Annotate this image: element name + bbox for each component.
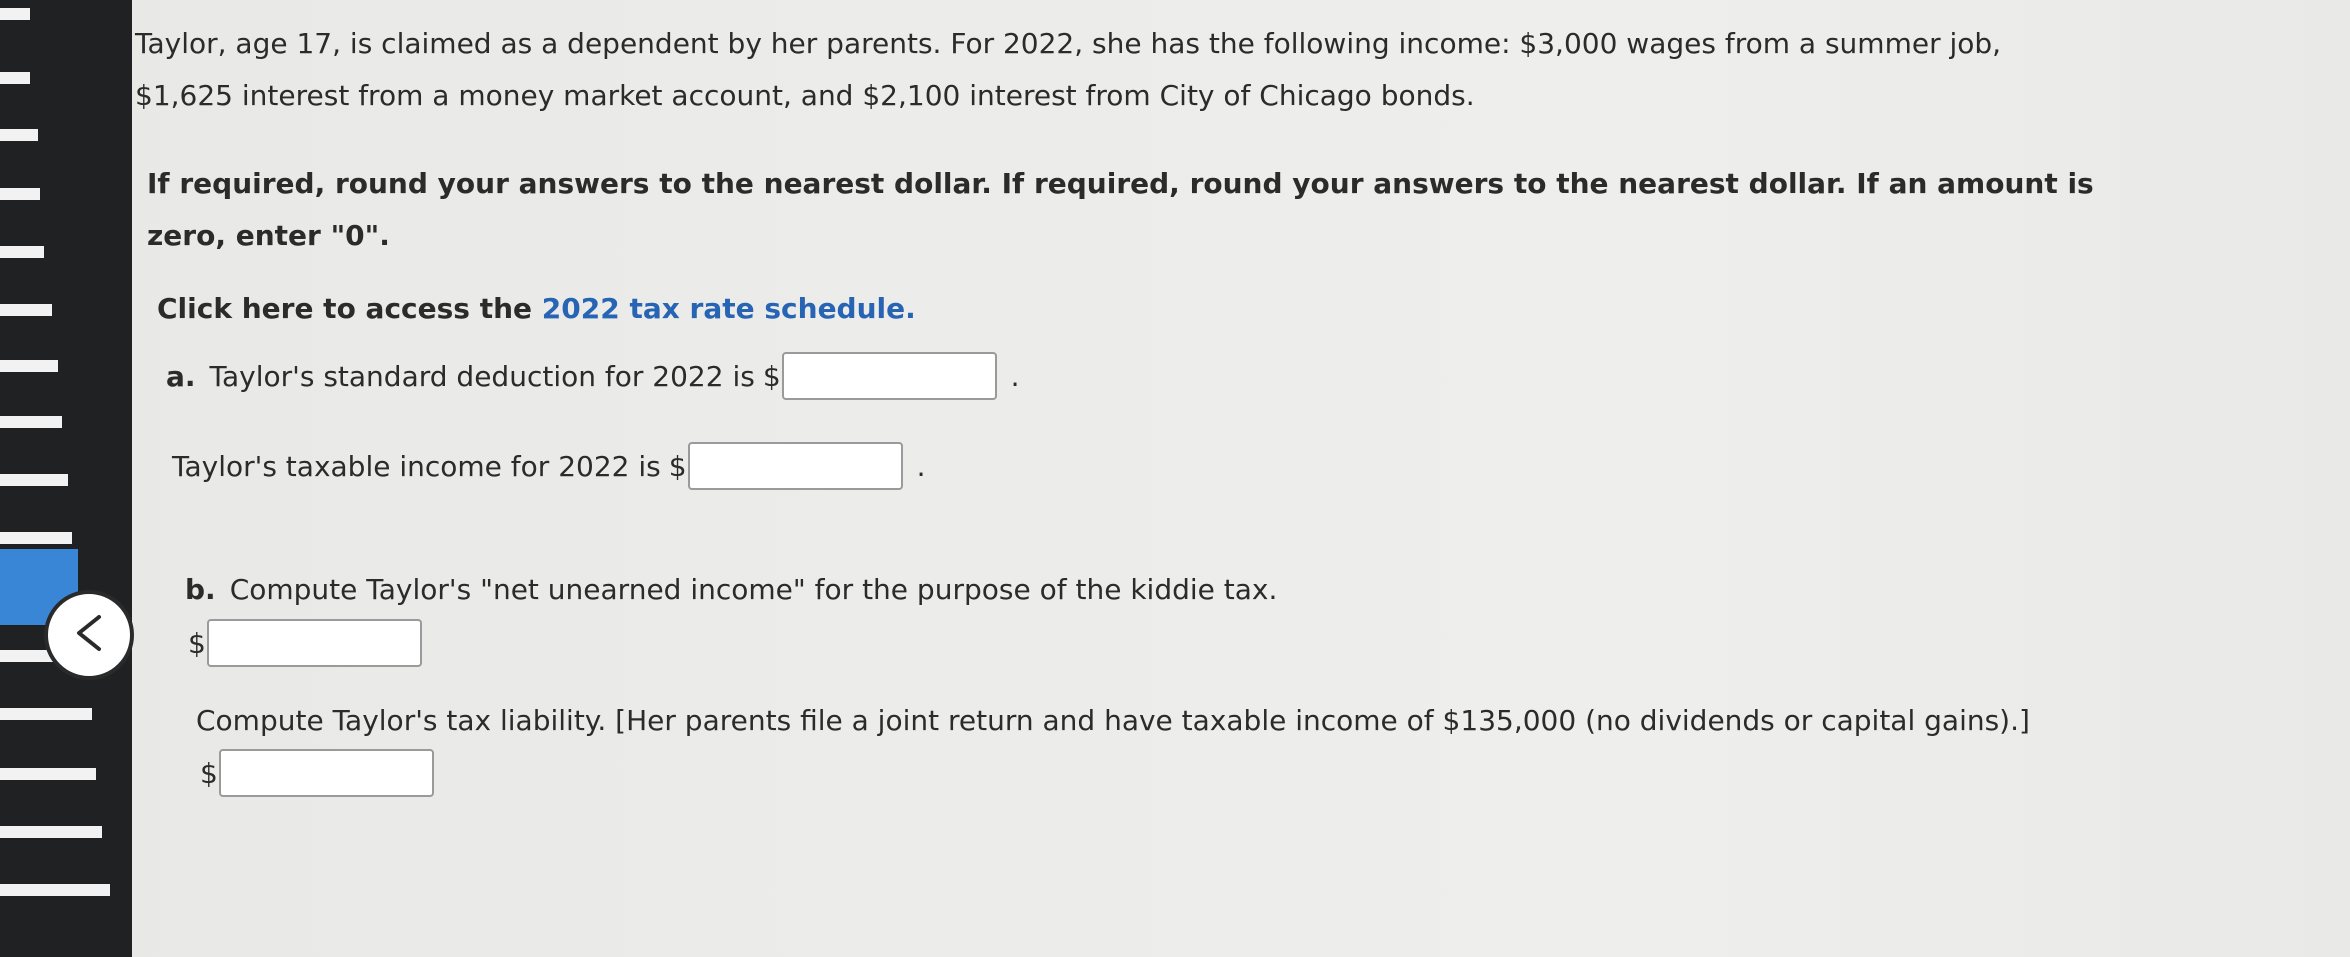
strip-bar (0, 884, 110, 896)
strip-bar (0, 826, 102, 838)
tax-rate-schedule-link[interactable]: 2022 tax rate schedule. (541, 292, 916, 325)
strip-bar (0, 474, 68, 486)
question-content (135, 18, 2285, 325)
strip-bar (0, 129, 38, 141)
standard-deduction-row (166, 352, 1020, 400)
standard-deduction-label: Taylor's standard deduction for 2022 is (209, 359, 755, 393)
part-b-letter: b. (185, 573, 216, 606)
tax-schedule-access (157, 292, 2285, 325)
tax-liability-input[interactable] (219, 749, 434, 797)
strip-bar (0, 768, 96, 780)
period: . (1010, 359, 1020, 393)
strip-bar (0, 416, 62, 428)
strip-bar (0, 708, 92, 720)
net-unearned-answer (188, 619, 422, 667)
problem-statement: Taylor, age 17, is claimed as a dependent by her parents. For 2022, she has the following income: $3,000 wages from a summer job, $1,625 interest from a money market account, and $2,100 interest from City of Chicago bonds. (135, 27, 2002, 112)
strip-bar (0, 360, 58, 372)
currency-symbol: $ (762, 359, 781, 393)
taxable-income-input[interactable] (688, 442, 903, 490)
access-prefix: Click here to access the (157, 292, 533, 325)
strip-bar (0, 246, 44, 258)
taxable-income-row (172, 442, 925, 490)
tax-liability-answer (200, 749, 434, 797)
strip-bar (0, 532, 72, 544)
strip-bar (0, 72, 30, 84)
net-unearned-label: Compute Taylor's "net unearned income" for the purpose of the kiddie tax. (229, 573, 1278, 606)
net-unearned-question (185, 573, 1277, 606)
strip-bar (0, 188, 40, 200)
net-unearned-input[interactable] (207, 619, 422, 667)
taxable-income-label: Taylor's taxable income for 2022 is (172, 449, 661, 483)
currency-symbol: $ (200, 756, 218, 790)
currency-symbol: $ (188, 626, 206, 660)
strip-bar (0, 304, 52, 316)
back-button[interactable] (44, 590, 134, 680)
sidebar-strip (0, 0, 132, 957)
strip-bar (0, 8, 30, 20)
part-a-letter: a. (166, 359, 196, 393)
tax-liability-question (196, 704, 2030, 737)
rounding-instructions: If required, round your answers to the nearest dollar. If required, round your answers to the nearest dollar. If an amount is zero, enter "0". (147, 167, 2094, 252)
currency-symbol: $ (668, 449, 687, 483)
tax-liability-label: Compute Taylor's tax liability. [Her parents file a joint return and have taxable income of $135,000 (no dividends or capital gains).] (196, 704, 2030, 737)
period: . (916, 449, 926, 483)
chevron-left-icon (69, 611, 109, 659)
standard-deduction-input[interactable] (782, 352, 997, 400)
